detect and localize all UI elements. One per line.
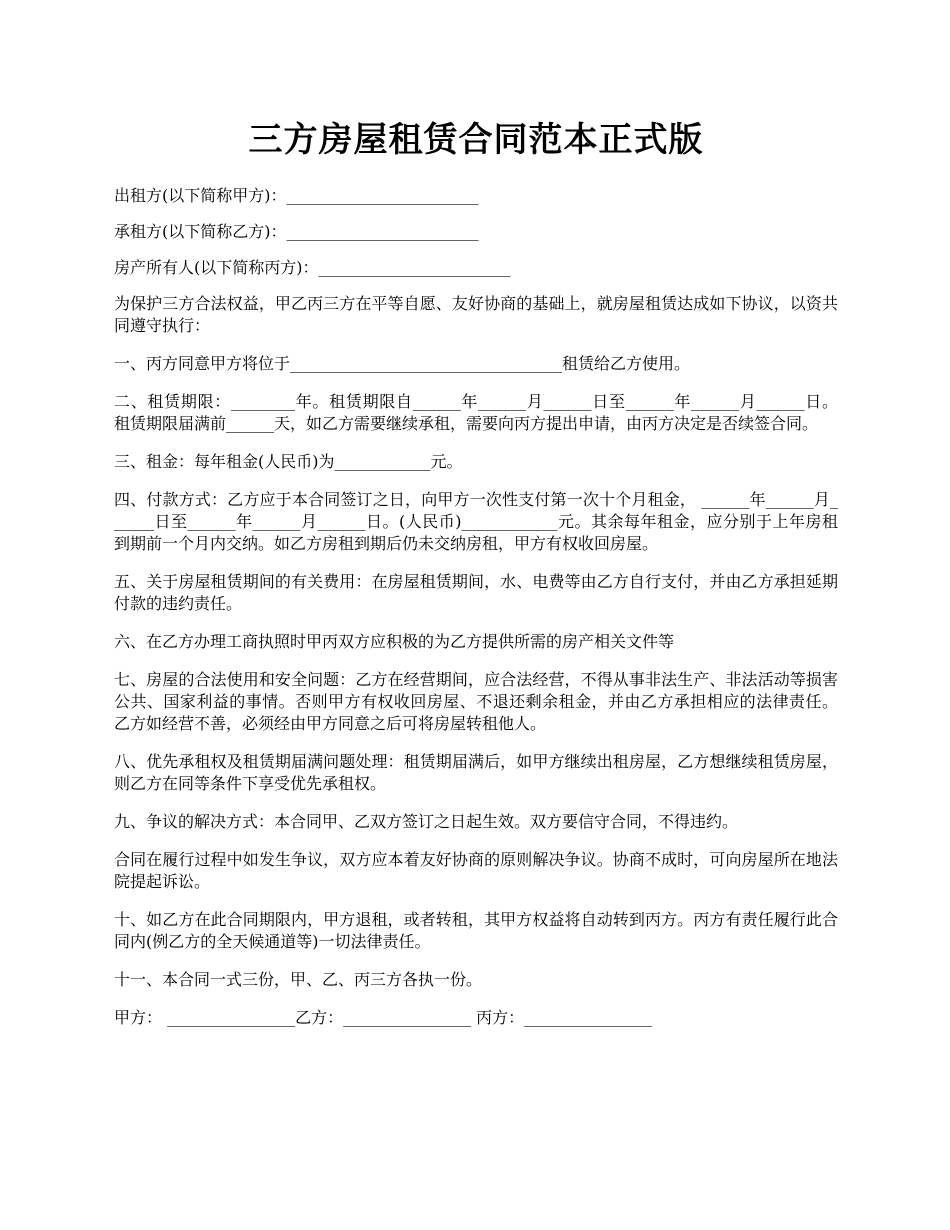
party-b-line: 承租方(以下简称乙方)：________________________ xyxy=(114,222,479,241)
clause-10: 十、如乙方在此合同期限内，甲方退租，或者转租，其甲方权益将自动转到丙方。丙方有责任履行此合同内(例乙方的全天候通道等)一切法律责任。 xyxy=(114,910,838,951)
party-c-line: 房产所有人(以下简称丙方)：________________________ xyxy=(114,258,511,277)
party-a-line: 出租方(以下简称甲方)：________________________ xyxy=(114,186,479,205)
clause-1: 一、丙方同意甲方将位于__________________________________租赁给乙方使用。 xyxy=(114,354,691,373)
clause-4: 四、付款方式：乙方应于本合同签订之日，向甲方一次性支付第一次十个月租金， ______年______月______日至______年______月______日。(人民币)____________元。其余每年租金，应分别于上年房租到期前一个月内交纳。如乙方房租到期后仍未交纳房租，甲方有权收回房屋。 xyxy=(114,490,838,553)
clause-9: 九、争议的解决方式：本合同甲、乙双方签订之日起生效。双方要信守合同，不得违约。 xyxy=(114,812,739,831)
clause-7: 七、房屋的合法使用和安全问题：乙方在经营期间，应合法经营，不得从事非法生产、非法活动等损害公共、国家利益的事情。否则甲方有权收回房屋、不退还剩余租金，并由乙方承担相应的法律责任。 乙方如经营不善，必须经由甲方同意之后可将房屋转租他人。 xyxy=(114,670,838,733)
clause-8: 八、优先承租权及租赁期届满问题处理：租赁期届满后，如甲方继续出租房屋，乙方想继续租赁房屋，则乙方在同等条件下享受优先承租权。 xyxy=(114,752,838,793)
clause-9-continued: 合同在履行过程中如发生争议，双方应本着友好协商的原则解决争议。协商不成时，可向房屋所在地法院提起诉讼。 xyxy=(114,850,838,891)
preamble-paragraph: 为保护三方合法权益，甲乙丙三方在平等自愿、友好协商的基础上，就房屋租赁达成如下协议，以资共同遵守执行： xyxy=(114,294,838,335)
document-title: 三方房屋租赁合同范本正式版 xyxy=(248,120,704,160)
clause-5: 五、关于房屋租赁期间的有关费用：在房屋租赁期间，水、电费等由乙方自行支付，并由乙方承担延期付款的违约责任。 xyxy=(114,572,838,613)
clause-3: 三、租金：每年租金(人民币)为____________元。 xyxy=(114,452,463,471)
signature-line: 甲方： ________________乙方：________________ 丙方：________________ xyxy=(114,1008,653,1027)
clause-2: 二、租赁期限：________年。租赁期限自______年______月______日至______年______月______日。 租赁期限届满前______天，如乙方需要继续承租，需要向丙方提出申请，由丙方决定是否续签合同。 xyxy=(114,392,838,433)
clause-11: 十一、本合同一式三份，甲、乙、丙三方各执一份。 xyxy=(114,970,483,989)
clause-6: 六、在乙方办理工商执照时甲丙双方应积极的为乙方提供所需的房产相关文件等 xyxy=(114,632,675,651)
